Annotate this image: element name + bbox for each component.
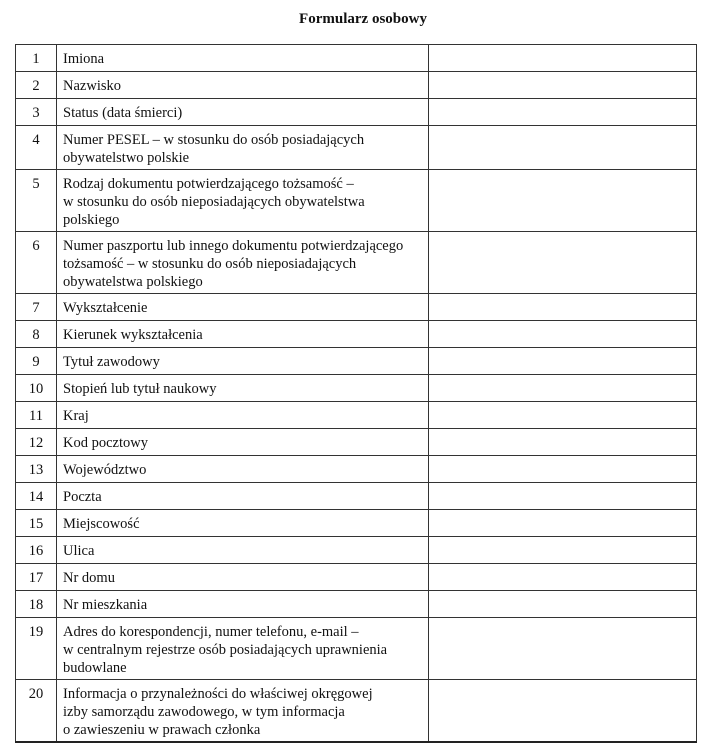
row-number: 16 [28, 543, 44, 559]
field-label-cell [57, 45, 429, 72]
field-label: Stopień lub tytuł naukowy [63, 381, 217, 397]
form-row [16, 591, 697, 618]
row-number: 15 [28, 516, 44, 532]
row-number: 1 [32, 51, 40, 67]
field-value-cell[interactable] [429, 45, 697, 72]
row-number: 11 [29, 408, 43, 424]
row-number-cell [16, 99, 57, 126]
row-number: 4 [32, 132, 40, 148]
field-value-cell[interactable] [429, 591, 697, 618]
field-value-cell[interactable] [429, 348, 697, 375]
field-value[interactable] [429, 429, 696, 436]
row-number-cell [16, 232, 57, 294]
row-number: 2 [32, 78, 40, 94]
field-label: Imiona [63, 51, 105, 67]
row-number: 17 [28, 570, 44, 586]
field-label: Ulica [63, 543, 95, 559]
row-number: 18 [28, 597, 44, 613]
form-row [16, 537, 697, 564]
field-label: Nr mieszkania [63, 597, 148, 613]
row-number-cell [16, 72, 57, 99]
field-label-cell [57, 402, 429, 429]
form-row [16, 618, 697, 680]
row-number: 20 [28, 686, 44, 702]
field-label: Adres do korespondencji, numer telefonu, e-mail – w centralnym rejestrze osób posiadających uprawnienia budowlane [63, 624, 388, 676]
row-number-cell [16, 45, 57, 72]
field-value-cell[interactable] [429, 321, 697, 348]
field-label-cell [57, 170, 429, 232]
form-row [16, 483, 697, 510]
field-label-cell [57, 375, 429, 402]
row-number-cell [16, 564, 57, 591]
field-value-cell[interactable] [429, 564, 697, 591]
row-number: 5 [32, 176, 40, 192]
form-row [16, 402, 697, 429]
field-value-cell[interactable] [429, 483, 697, 510]
row-number: 7 [32, 300, 40, 316]
field-value-cell[interactable] [429, 618, 697, 680]
form-row [16, 126, 697, 170]
form-row [16, 232, 697, 294]
field-value-cell[interactable] [429, 510, 697, 537]
field-value-cell[interactable] [429, 99, 697, 126]
form-row [16, 72, 697, 99]
field-label-cell [57, 456, 429, 483]
row-number-cell [16, 537, 57, 564]
field-value[interactable] [429, 402, 696, 409]
field-label: Nazwisko [63, 78, 121, 94]
field-label-cell [57, 591, 429, 618]
field-value[interactable] [429, 618, 696, 625]
row-number: 12 [28, 435, 44, 451]
row-number-cell [16, 348, 57, 375]
form-row [16, 680, 697, 743]
field-label: Kod pocztowy [63, 435, 148, 451]
field-value[interactable] [429, 99, 696, 106]
field-value-cell[interactable] [429, 680, 697, 743]
field-value-cell[interactable] [429, 126, 697, 170]
field-value[interactable] [429, 680, 696, 687]
form-row [16, 429, 697, 456]
row-number-cell [16, 294, 57, 321]
field-label-cell [57, 321, 429, 348]
personal-data-form-table [15, 44, 697, 743]
field-label-cell [57, 510, 429, 537]
field-label: Numer paszportu lub innego dokumentu potwierdzającego tożsamość – w stosunku do osób nieposiadających obywatelstwa polskiego [63, 238, 404, 290]
row-number-cell [16, 618, 57, 680]
form-row [16, 564, 697, 591]
field-value-cell[interactable] [429, 537, 697, 564]
field-value-cell[interactable] [429, 456, 697, 483]
field-value[interactable] [429, 510, 696, 517]
field-label-cell [57, 294, 429, 321]
row-number-cell [16, 321, 57, 348]
form-row [16, 510, 697, 537]
form-title: Formularz osobowy [299, 11, 427, 27]
form-row [16, 456, 697, 483]
field-label-cell [57, 483, 429, 510]
field-value[interactable] [429, 483, 696, 490]
row-number: 10 [28, 381, 44, 397]
field-value[interactable] [429, 321, 696, 328]
field-label-cell [57, 429, 429, 456]
row-number: 14 [28, 489, 44, 505]
row-number-cell [16, 456, 57, 483]
row-number-cell [16, 483, 57, 510]
row-number-cell [16, 591, 57, 618]
field-value-cell[interactable] [429, 294, 697, 321]
field-value[interactable] [429, 72, 696, 79]
field-value-cell[interactable] [429, 72, 697, 99]
row-number: 19 [28, 624, 44, 640]
form-row [16, 99, 697, 126]
field-value[interactable] [429, 348, 696, 355]
field-value[interactable] [429, 456, 696, 463]
field-value-cell[interactable] [429, 170, 697, 232]
field-value-cell[interactable] [429, 429, 697, 456]
row-number-cell [16, 429, 57, 456]
row-number-cell [16, 170, 57, 232]
field-value[interactable] [429, 537, 696, 544]
row-number: 6 [32, 238, 40, 254]
field-label: Numer PESEL – w stosunku do osób posiadających obywatelstwo polskie [63, 132, 365, 166]
field-value[interactable] [429, 126, 696, 133]
field-value[interactable] [429, 170, 696, 177]
field-label: Status (data śmierci) [63, 105, 183, 121]
field-label-cell [57, 232, 429, 294]
field-label-cell [57, 537, 429, 564]
field-label-cell [57, 126, 429, 170]
field-label: Informacja o przynależności do właściwej okręgowej izby samorządu zawodowego, w tym informacja o zawieszeniu w prawach członka [63, 686, 373, 738]
field-label: Miejscowość [63, 516, 140, 532]
field-label-cell [57, 348, 429, 375]
field-label: Wykształcenie [63, 300, 148, 316]
row-number-cell [16, 510, 57, 537]
field-value[interactable] [429, 232, 696, 239]
field-label-cell [57, 680, 429, 743]
form-row [16, 294, 697, 321]
field-label: Nr domu [63, 570, 115, 586]
field-label-cell [57, 72, 429, 99]
form-row [16, 45, 697, 72]
field-label-cell [57, 99, 429, 126]
form-row [16, 348, 697, 375]
row-number: 13 [28, 462, 44, 478]
form-row [16, 321, 697, 348]
field-value[interactable] [429, 375, 696, 382]
field-label: Tytuł zawodowy [63, 354, 160, 370]
field-value-cell[interactable] [429, 402, 697, 429]
field-value[interactable] [429, 591, 696, 598]
field-label: Województwo [63, 462, 147, 478]
form-row [16, 170, 697, 232]
field-label: Kraj [63, 408, 89, 424]
row-number-cell [16, 680, 57, 743]
row-number: 9 [32, 354, 40, 370]
field-value[interactable] [429, 294, 696, 301]
row-number: 8 [32, 327, 40, 343]
row-number-cell [16, 402, 57, 429]
field-label: Kierunek wykształcenia [63, 327, 203, 343]
field-value[interactable] [429, 45, 696, 52]
form-row [16, 375, 697, 402]
field-value[interactable] [429, 564, 696, 571]
field-value-cell[interactable] [429, 232, 697, 294]
row-number: 3 [32, 105, 40, 121]
row-number-cell [16, 126, 57, 170]
field-label: Rodzaj dokumentu potwierdzającego tożsamość – w stosunku do osób nieposiadających obywatelstwa polskiego [63, 176, 365, 228]
field-value-cell[interactable] [429, 375, 697, 402]
row-number-cell [16, 375, 57, 402]
field-label-cell [57, 618, 429, 680]
field-label: Poczta [63, 489, 102, 505]
field-label-cell [57, 564, 429, 591]
